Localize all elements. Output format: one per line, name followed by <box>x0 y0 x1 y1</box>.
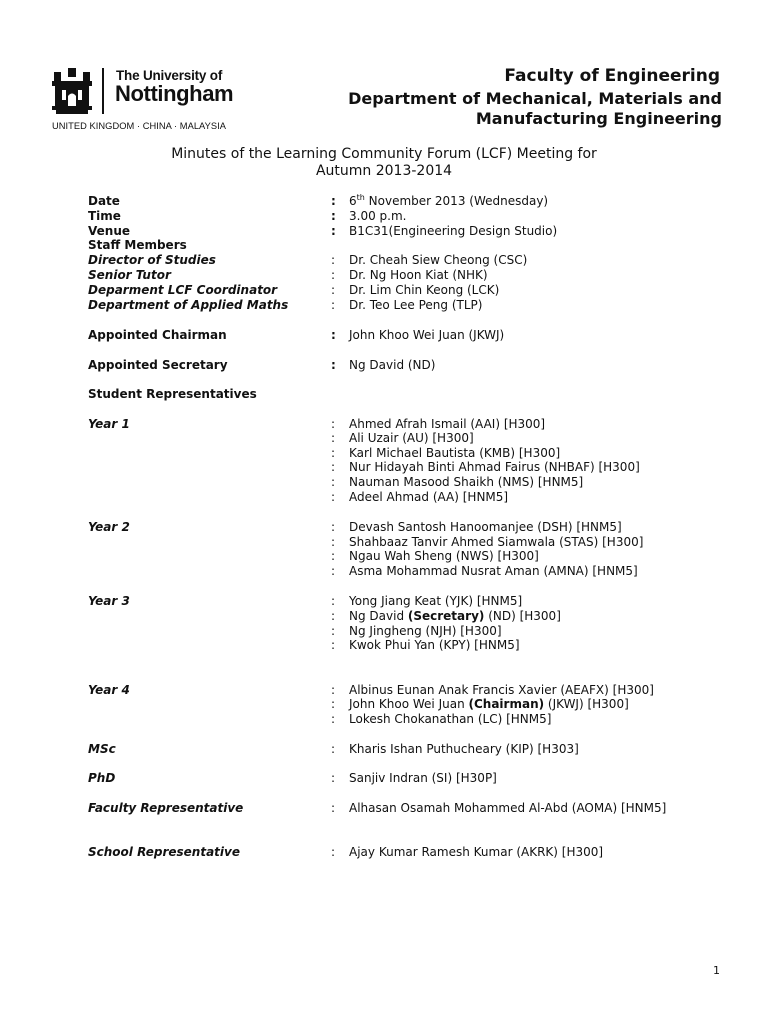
colon: : <box>331 801 336 815</box>
faculty-rep-value: Alhasan Osamah Mohammed Al-Abd (AOMA) [HNM5] <box>349 801 667 815</box>
venue-row <box>0 224 768 239</box>
year3-row <box>0 609 768 624</box>
colon: : <box>331 475 336 489</box>
staff-name: Dr. Cheah Siew Cheong (CSC) <box>349 253 528 267</box>
year4-row <box>0 697 768 712</box>
colon: : <box>331 446 336 460</box>
faculty-rep-row <box>0 801 768 816</box>
colon: : <box>331 268 336 282</box>
member-name: Shahbaaz Tanvir Ahmed Siamwala (STAS) [H300] <box>349 535 644 549</box>
secretary-row <box>0 358 768 373</box>
colon: : <box>331 520 336 534</box>
colon: : <box>331 283 336 297</box>
year1-label: Year 1 <box>88 417 130 431</box>
colon: : <box>331 638 336 652</box>
venue-value: B1C31(Engineering Design Studio) <box>349 224 558 238</box>
staff-row <box>0 268 768 283</box>
staff-name: Dr. Ng Hoon Kiat (NHK) <box>349 268 488 282</box>
student-reps-label: Student Representatives <box>88 387 257 401</box>
document-title-line1: Minutes of the Learning Community Forum (LCF) Meeting for <box>171 146 597 162</box>
colon: : <box>331 845 336 859</box>
member-name: Adeel Ahmad (AA) [HNM5] <box>349 490 509 504</box>
colon: : <box>331 594 336 608</box>
year2-row <box>0 564 768 579</box>
university-name-line2: Nottingham <box>115 81 234 106</box>
year2-row <box>0 535 768 550</box>
department-heading-line2: Manufacturing Engineering <box>475 109 722 128</box>
colon: : <box>331 460 336 474</box>
colon: : <box>331 417 336 431</box>
year2-label: Year 2 <box>88 520 130 534</box>
colon: : <box>331 564 336 578</box>
university-name-line1: The University of <box>116 68 223 83</box>
year2-row <box>0 520 768 535</box>
colon: : <box>331 431 336 445</box>
year2-row <box>0 549 768 564</box>
chairman-row <box>0 328 768 343</box>
member-name: Albinus Eunan Anak Francis Xavier (AEAFX) [H300] <box>349 683 654 697</box>
university-logo <box>52 66 262 132</box>
staff-members-label: Staff Members <box>88 238 187 252</box>
colon: : <box>331 358 336 372</box>
colon: : <box>331 298 336 312</box>
colon: : <box>331 253 336 267</box>
year3-label: Year 3 <box>88 594 130 608</box>
faculty-heading: Faculty of Engineering <box>504 66 720 86</box>
member-name: Yong Jiang Keat (YJK) [HNM5] <box>349 594 523 608</box>
year1-row <box>0 460 768 475</box>
member-name: Ali Uzair (AU) [H300] <box>349 431 474 445</box>
secretary-role-tag: (Secretary) <box>407 609 485 623</box>
date-row <box>0 194 768 209</box>
member-name: John Khoo Wei Juan (Chairman) (JKWJ) [H300] <box>349 697 629 711</box>
msc-label: MSc <box>88 742 116 756</box>
time-label: Time <box>88 209 121 223</box>
year1-row <box>0 475 768 490</box>
date-label: Date <box>88 194 120 208</box>
page-number: 1 <box>713 964 720 977</box>
member-name: Ng David (Secretary) (ND) [H300] <box>349 609 561 623</box>
year1-row <box>0 431 768 446</box>
secretary-label: Appointed Secretary <box>88 358 228 372</box>
department-heading-line1: Department of Mechanical, Materials and <box>348 89 722 108</box>
staff-role: Deparment LCF Coordinator <box>88 283 278 297</box>
colon: : <box>331 209 336 223</box>
member-name: Nur Hidayah Binti Ahmad Fairus (NHBAF) [H300] <box>349 460 640 474</box>
venue-label: Venue <box>88 224 130 238</box>
document-title-line2: Autumn 2013-2014 <box>315 163 453 179</box>
time-row <box>0 209 768 224</box>
colon: : <box>331 549 336 563</box>
staff-name: Dr. Lim Chin Keong (LCK) <box>349 283 500 297</box>
staff-members-row <box>0 238 768 253</box>
member-name: Asma Mohammad Nusrat Aman (AMNA) [HNM5] <box>349 564 638 578</box>
castle-crest-icon <box>52 66 92 114</box>
year3-row <box>0 638 768 653</box>
staff-row <box>0 298 768 313</box>
staff-name: Dr. Teo Lee Peng (TLP) <box>349 298 483 312</box>
staff-role: Department of Applied Maths <box>88 298 289 312</box>
colon: : <box>331 490 336 504</box>
phd-label: PhD <box>88 771 116 785</box>
university-campuses: UNITED KINGDOM · CHINA · MALAYSIA <box>52 121 227 131</box>
colon: : <box>331 683 336 697</box>
colon: : <box>331 328 336 342</box>
colon: : <box>331 535 336 549</box>
year4-row <box>0 712 768 727</box>
secretary-value: Ng David (ND) <box>349 358 436 372</box>
msc-value: Kharis Ishan Puthucheary (KIP) [H303] <box>349 742 579 756</box>
staff-role: Director of Studies <box>88 253 216 267</box>
school-rep-row <box>0 845 768 860</box>
staff-row <box>0 253 768 268</box>
phd-row <box>0 771 768 786</box>
chairman-value: John Khoo Wei Juan (JKWJ) <box>349 328 505 342</box>
member-name: Ngau Wah Sheng (NWS) [H300] <box>349 549 539 563</box>
chairman-label: Appointed Chairman <box>88 328 227 342</box>
year1-row <box>0 446 768 461</box>
year4-label: Year 4 <box>88 683 130 697</box>
colon: : <box>331 697 336 711</box>
member-name: Devash Santosh Hanoomanjee (DSH) [HNM5] <box>349 520 622 534</box>
student-reps-row <box>0 387 768 402</box>
year3-row <box>0 624 768 639</box>
colon: : <box>331 224 336 238</box>
colon: : <box>331 742 336 756</box>
school-rep-label: School Representative <box>88 845 240 859</box>
msc-row <box>0 742 768 757</box>
year1-row <box>0 417 768 432</box>
colon: : <box>331 771 336 785</box>
year1-row <box>0 490 768 505</box>
colon: : <box>331 194 336 208</box>
colon: : <box>331 609 336 623</box>
faculty-rep-label: Faculty Representative <box>88 801 244 815</box>
member-name: Kwok Phui Yan (KPY) [HNM5] <box>349 638 520 652</box>
time-value: 3.00 p.m. <box>349 209 407 223</box>
phd-value: Sanjiv Indran (SI) [H30P] <box>349 771 497 785</box>
member-name: Lokesh Chokanathan (LC) [HNM5] <box>349 712 552 726</box>
member-name: Ahmed Afrah Ismail (AAI) [H300] <box>349 417 546 431</box>
staff-row <box>0 283 768 298</box>
member-name: Nauman Masood Shaikh (NMS) [HNM5] <box>349 475 584 489</box>
chairman-role-tag: (Chairman) <box>468 697 545 711</box>
colon: : <box>331 624 336 638</box>
member-name: Ng Jingheng (NJH) [H300] <box>349 624 502 638</box>
staff-role: Senior Tutor <box>88 268 171 282</box>
date-value: 6th November 2013 (Wednesday) <box>349 193 549 208</box>
year3-row <box>0 594 768 609</box>
member-name: Karl Michael Bautista (KMB) [H300] <box>349 446 561 460</box>
logo-divider <box>102 68 104 114</box>
school-rep-value: Ajay Kumar Ramesh Kumar (AKRK) [H300] <box>349 845 604 859</box>
year4-row <box>0 683 768 698</box>
colon: : <box>331 712 336 726</box>
